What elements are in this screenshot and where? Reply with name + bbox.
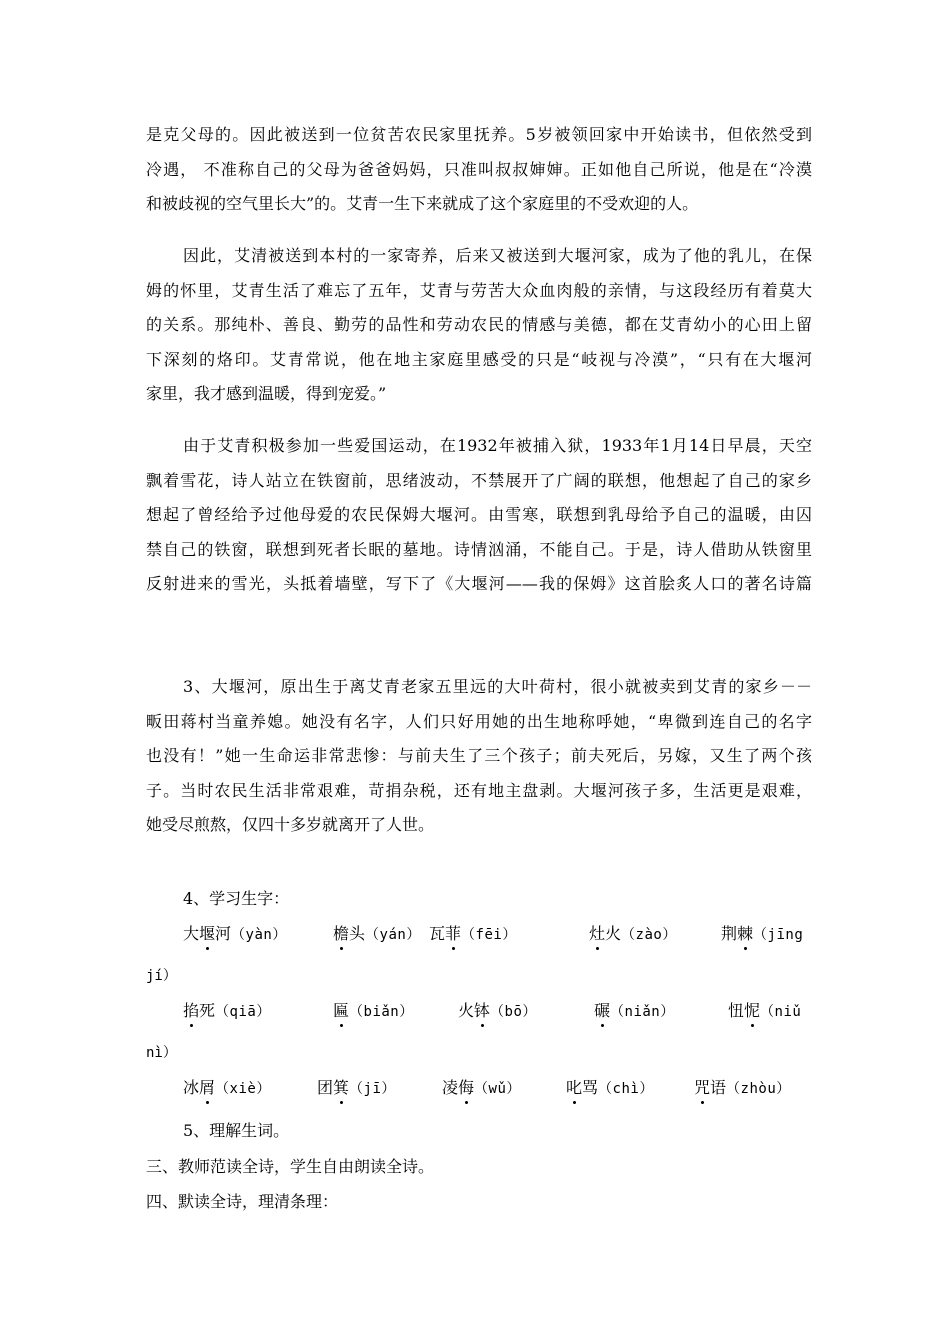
text-line: 畈田蒋村当童养媳。她没有名字，人们只好用她的出生地称呼她，“卑微到连自己的名字 bbox=[146, 711, 812, 731]
vocab-item bbox=[594, 999, 675, 1024]
vocab-dotted-char: 屑 bbox=[199, 1076, 215, 1100]
vocab-pinyin: （bō） bbox=[490, 1004, 537, 1020]
vocab-item bbox=[566, 1076, 654, 1101]
text-line: 因此，艾清被送到本村的一家寄养，后来又被送到大堰河家，成为了他的乳儿，在保 bbox=[183, 246, 812, 265]
paragraph-4 bbox=[146, 670, 812, 843]
vocab-pinyin: （jīng bbox=[753, 927, 804, 943]
vocab-post: 河 bbox=[215, 924, 232, 943]
vocab-item bbox=[183, 922, 287, 947]
vocab-pinyin: （yán） bbox=[365, 927, 421, 943]
vocab-pinyin: （fēi） bbox=[461, 927, 517, 943]
vocab-item bbox=[183, 999, 271, 1024]
vocab-row-1 bbox=[146, 922, 812, 946]
vocab-pinyin: （chì） bbox=[598, 1081, 654, 1097]
text-line: 子。当时农民生活非常艰难，苛捐杂税，还有地主盘剥。大堰河孩子多，生活更是艰难， bbox=[146, 780, 812, 800]
vocab-pre: 团 bbox=[317, 1078, 334, 1097]
vocab-dotted-char: 棘 bbox=[737, 922, 753, 946]
paragraph-1 bbox=[146, 118, 812, 222]
vocab-item bbox=[333, 999, 414, 1024]
vocab-pinyin: （niǔ bbox=[760, 1004, 802, 1020]
vocab-dotted-char: 叱 bbox=[566, 1076, 582, 1100]
text-line: 下深刻的烙印。艾青常说，他在地主家庭里感受的只是“岐视与冷漠”，“只有在大堰河 bbox=[146, 349, 812, 369]
vocab-dotted-char: 箕 bbox=[333, 1076, 349, 1100]
heading-four: 四、默读全诗，理清条理： bbox=[146, 1192, 339, 1211]
vocab-dotted-char: 灶 bbox=[589, 922, 605, 946]
text-line: 禁自己的铁窗，联想到死者长眠的墓地。诗情汹涌，不能自己。于是，诗人借助从铁窗里 bbox=[146, 539, 812, 559]
vocab-pre: 荆 bbox=[721, 924, 738, 943]
text-line: 她受尽煎熬，仅四十多岁就离开了人世。 bbox=[146, 815, 435, 834]
text-line: 3、大堰河，原出生于离艾青老家五里远的大叶荷村，很小就被卖到艾青的家乡－－ bbox=[183, 677, 812, 696]
vocab-post: 骂 bbox=[582, 1078, 599, 1097]
vocab-pre: 瓦 bbox=[429, 924, 446, 943]
vocab-pinyin: （qiā） bbox=[215, 1004, 271, 1020]
section-5-title: 5、理解生词。 bbox=[183, 1121, 290, 1140]
vocab-pinyin: （wǔ） bbox=[474, 1081, 521, 1097]
vocab-pre: 火 bbox=[458, 1001, 475, 1020]
text-line: 和被歧视的空气里长大”的。艾青一生下来就成了这个家庭里的不受欢迎的人。 bbox=[146, 194, 699, 213]
section-4-title: 4、学习生字： bbox=[183, 889, 290, 908]
vocab-dotted-char: 匾 bbox=[333, 999, 349, 1023]
vocab-item bbox=[317, 1076, 396, 1101]
vocab-post: 火 bbox=[605, 924, 622, 943]
vocab-dotted-char: 侮 bbox=[458, 1076, 474, 1100]
text-line: 家里，我才感到温暖，得到宠爱。” bbox=[146, 384, 387, 403]
vocab-row-2 bbox=[146, 999, 812, 1023]
vocab-dotted-char: 怩 bbox=[744, 999, 760, 1023]
vocab-dotted-char: 钵 bbox=[474, 999, 490, 1023]
vocab-post: 语 bbox=[710, 1078, 727, 1097]
vocab-pinyin: （yàn） bbox=[231, 927, 287, 943]
vocab-pre: 冰 bbox=[183, 1078, 200, 1097]
vocab-pre: 凌 bbox=[442, 1078, 459, 1097]
vocab-item bbox=[442, 1076, 521, 1101]
vocab-item bbox=[589, 922, 677, 947]
vocab-pinyin: （xiè） bbox=[215, 1081, 271, 1097]
vocab-item bbox=[333, 922, 421, 947]
vocab-pinyin: （zào） bbox=[621, 927, 677, 943]
vocab-post: 死 bbox=[199, 1001, 216, 1020]
vocab-item bbox=[458, 999, 537, 1024]
vocab-pinyin: （zhòu） bbox=[726, 1081, 791, 1097]
text-line: 是克父母的。因此被送到一位贫苦农民家里抚养。5岁被领回家中开始读书，但依然受到 bbox=[146, 125, 812, 144]
vocab-pinyin: （jī） bbox=[349, 1081, 396, 1097]
vocab-item bbox=[694, 1076, 791, 1101]
vocab-row-3 bbox=[146, 1076, 812, 1100]
vocab-dotted-char: 掐 bbox=[183, 999, 199, 1023]
vocab-dotted-char: 碾 bbox=[594, 999, 610, 1023]
vocab-pinyin: （niǎn） bbox=[610, 1004, 675, 1020]
paragraph-2 bbox=[146, 239, 812, 412]
text-line: 反射进来的雪光，头抵着墙壁，写下了《大堰河——我的保姆》这首脍炙人口的著名诗篇 bbox=[146, 574, 812, 593]
vocab-item bbox=[183, 1076, 271, 1101]
text-line: 也没有！”她一生命运非常悲惨：与前夫生了三个孩子；前夫死后，另嫁，又生了两个孩 bbox=[146, 746, 812, 765]
vocab-wrap-2: nì） bbox=[146, 1045, 177, 1061]
vocab-wrap-1: jí） bbox=[146, 968, 177, 984]
vocab-post: 头 bbox=[349, 924, 366, 943]
vocab-dotted-char: 堰 bbox=[199, 922, 215, 946]
vocab-pre: 大 bbox=[183, 924, 200, 943]
vocab-item bbox=[728, 999, 801, 1024]
text-line: 冷遇， 不准称自己的父母为爸爸妈妈，只准叫叔叔婶婶。正如他自己所说，他是在“冷漠 bbox=[146, 159, 812, 179]
paragraph-3 bbox=[146, 429, 812, 602]
text-line: 由于艾青积极参加一些爱国运动，在1932年被捕入狱，1933年1月14日早晨，天空 bbox=[183, 436, 812, 455]
vocab-dotted-char: 菲 bbox=[445, 922, 461, 946]
vocab-item bbox=[429, 922, 517, 947]
vocab-pinyin: （biǎn） bbox=[349, 1004, 414, 1020]
text-line: 想起了曾经给予过他母爱的农民保姆大堰河。由雪寒，联想到乳母给予自己的温暖，由囚 bbox=[146, 505, 812, 524]
text-line: 姆的怀里，艾青生活了难忘了五年，艾青与劳苦大众血肉般的亲情，与这段经历有着莫大 bbox=[146, 280, 812, 300]
text-line: 飘着雪花，诗人站立在铁窗前，思绪波动，不禁展开了广阔的联想，他想起了自己的家乡 bbox=[146, 470, 812, 490]
vocab-pre: 忸 bbox=[728, 1001, 745, 1020]
vocab-dotted-char: 檐 bbox=[333, 922, 349, 946]
vocab-item bbox=[721, 922, 803, 947]
vocab-dotted-char: 咒 bbox=[694, 1076, 710, 1100]
text-line: 的关系。那纯朴、善良、勤劳的品性和劳动农民的情感与美德，都在艾青幼小的心田上留 bbox=[146, 315, 812, 334]
heading-three: 三、教师范读全诗，学生自由朗读全诗。 bbox=[146, 1157, 435, 1176]
